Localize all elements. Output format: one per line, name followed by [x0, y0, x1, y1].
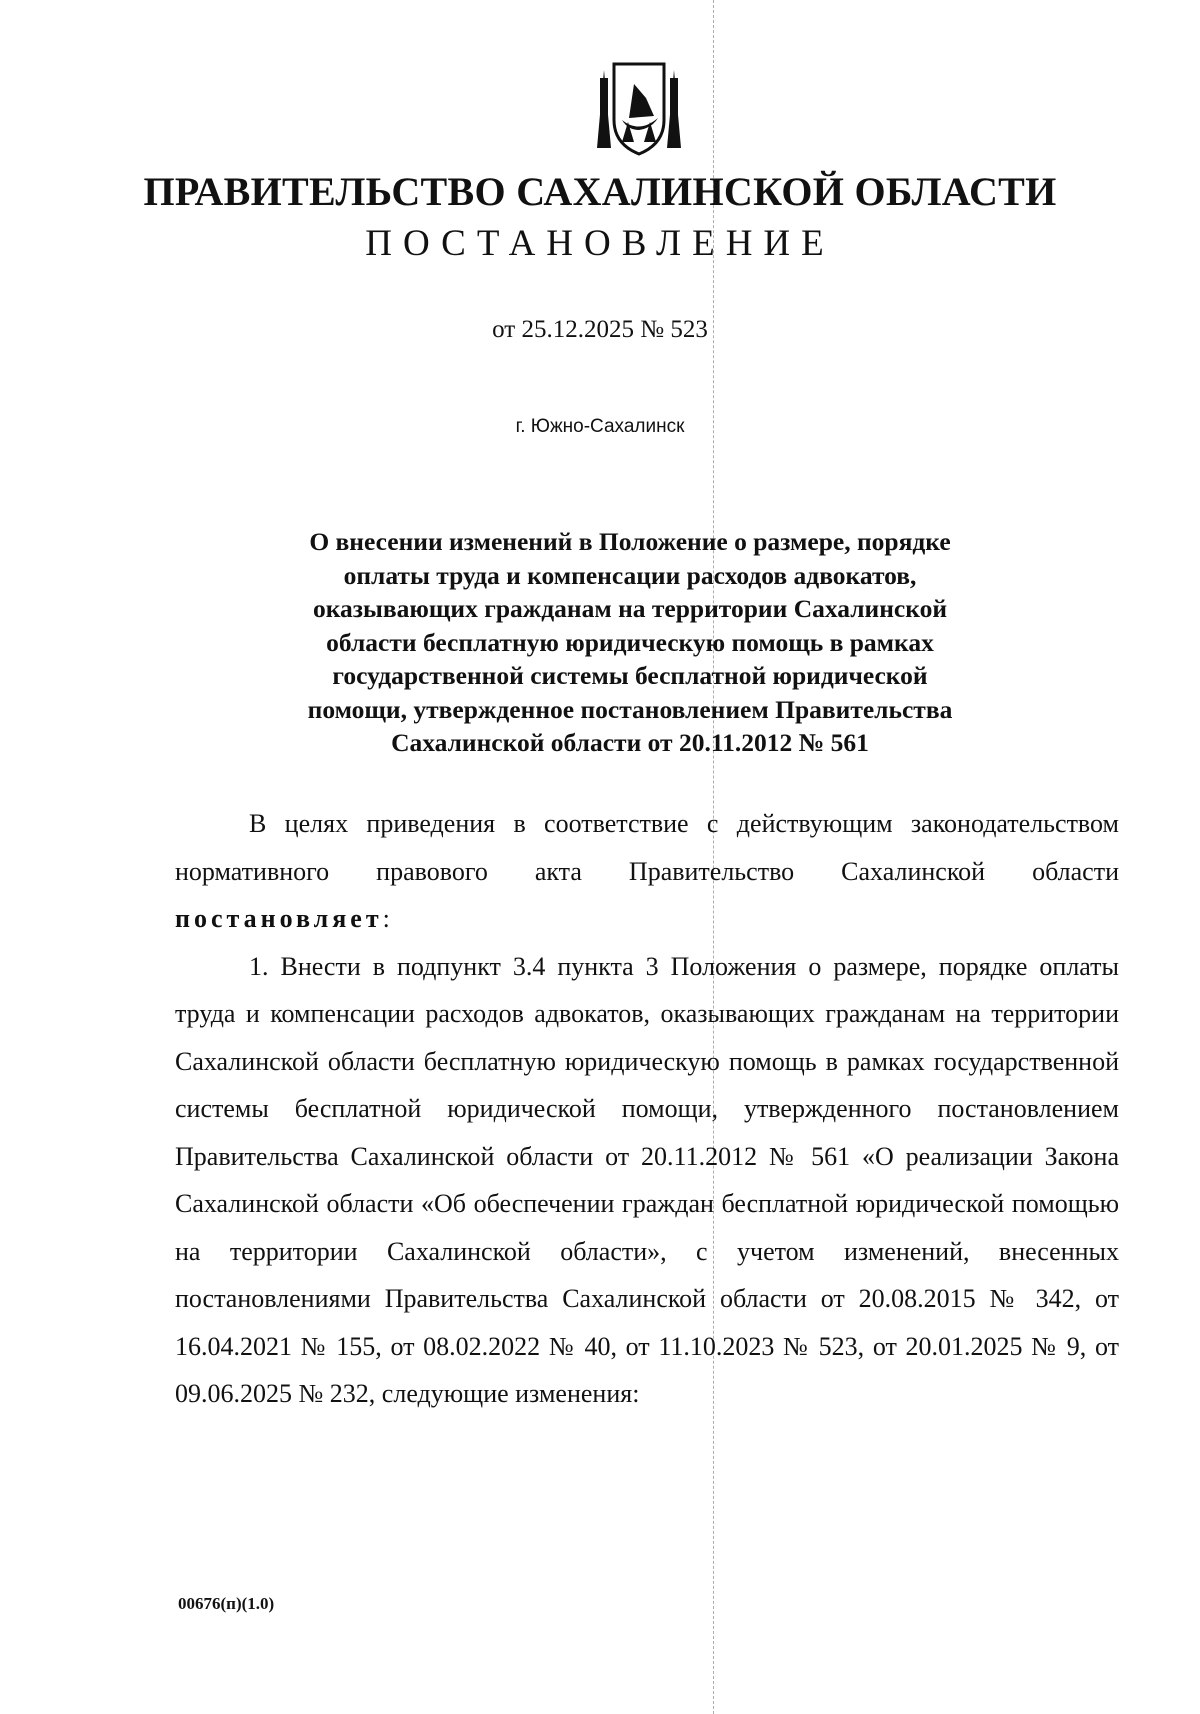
document-city: г. Южно-Сахалинск	[515, 416, 685, 437]
decree-word: постановляет	[175, 904, 383, 933]
government-title: ПРАВИТЕЛЬСТВО САХАЛИНСКОЙ ОБЛАСТИ	[143, 169, 1057, 214]
document-number-date: от 25.12.2025 № 523	[492, 316, 708, 343]
document-form-code: 00676(п)(1.0)	[178, 1594, 275, 1613]
document-body	[175, 800, 1119, 1418]
decree-colon: :	[382, 904, 390, 933]
coat-of-arms-icon	[594, 58, 684, 158]
preamble-text: В целях приведения в соответствие с действующим законодательством нормативного правового акта Правительство Сахалинской области	[175, 809, 1119, 886]
preamble-paragraph	[175, 800, 1119, 943]
item-1-paragraph: 1. Внести в подпункт 3.4 пункта 3 Положения о размере, порядке оплаты труда и компенсации расходов адвокатов, оказывающих гражданам на территории Сахалинской области бесплатную юридическую помощь в рамках государственной системы бесплатной юридической помощи, утвержденного постановлением Правительства Сахалинской области от 20.11.2012 № 561 «О реализации Закона Сахалинской области «Об обеспечении граждан бесплатной юридической помощью на территории Сахалинской области», с учетом изменений, внесенных постановлениями Правительства Сахалинской области от 20.08.2015 № 342, от 16.04.2021 № 155, от 08.02.2022 № 40, от 11.10.2023 № 523, от 20.01.2025 № 9, от 09.06.2025 № 232, следующие изменения:	[175, 951, 1119, 1408]
document-subject: О внесении изменений в Положение о размере, порядке оплаты труда и компенсации расходов адвокатов, оказывающих гражданам на территории Сахалинской области бесплатную юридическую помощь в рамках государственной системы бесплатной юридической помощи, утвержденное постановлением Правительства Сахалинской области от 20.11.2012 № 561	[307, 527, 953, 757]
document-type-title: ПОСТАНОВЛЕНИЕ	[365, 223, 835, 264]
